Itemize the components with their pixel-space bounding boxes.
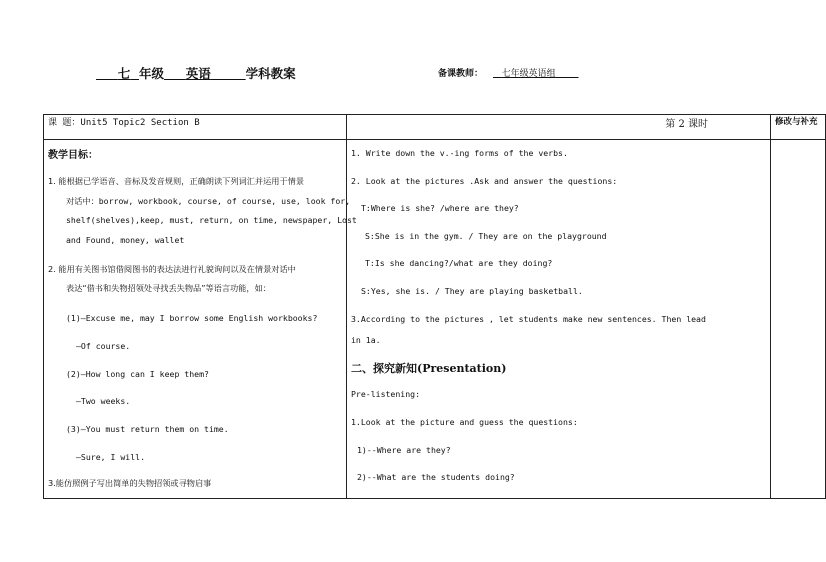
- goal-line: 对话中：borrow, workbook, course, of course, use, look for,: [66, 196, 351, 206]
- procedure-line: T:Is she dancing?/what are they doing?: [365, 258, 553, 268]
- procedure-line: T:Where is she? /where are they?: [361, 203, 519, 213]
- title-subject: 英语: [185, 66, 211, 81]
- procedure-line: S:She is in the gym. / They are on the playground: [365, 231, 607, 241]
- revise-cell: [771, 140, 826, 499]
- goal-line: —Sure, I will.: [76, 452, 146, 462]
- procedure-line: in 1a.: [351, 335, 381, 345]
- table-body-row: [44, 140, 826, 499]
- procedure-line: 1. Write down the v.-ing forms of the verbs.: [351, 148, 568, 158]
- procedure-cell: [347, 140, 771, 499]
- document-title: [96, 64, 296, 82]
- procedure-line: S:Yes, she is. / They are playing basketball.: [361, 286, 583, 296]
- goals-cell: [44, 140, 357, 499]
- goal-line: 2. 能用有关图书馆借阅图书的表达法进行礼貌询问以及在情景对话中: [48, 264, 296, 274]
- goal-line: (1)—Excuse me, may I borrow some English workbooks?: [66, 313, 318, 323]
- revise-column-header: 修改与补充: [771, 115, 826, 140]
- procedure-line: Pre-listening:: [351, 389, 421, 399]
- goal-line: and Found, money, wallet: [66, 235, 185, 245]
- lesson-plan-table: [43, 114, 826, 499]
- title-grade: 七: [117, 66, 131, 81]
- teacher-label: 备课教师：: [438, 69, 484, 79]
- goal-line: (3)—You must return them on time.: [66, 424, 229, 434]
- goal-line: (2)—How long can I keep them?: [66, 369, 209, 379]
- lesson-topic: 课 题：Unit5 Topic2 Section B: [44, 115, 347, 140]
- section-heading: 二、探究新知(Presentation): [351, 362, 507, 375]
- goal-line: 1. 能根据已学语音、音标及发音规则，正确朗读下列词汇并运用于情景: [48, 176, 305, 186]
- procedure-line: 3.According to the pictures , let students make new sentences. Then lead: [351, 314, 706, 324]
- procedure-line: 2)--What are the students doing?: [357, 472, 515, 482]
- teacher-value: 七年级英语组: [501, 69, 556, 79]
- goal-line: shelf(shelves),keep, must, return, on time, newspaper, Lost: [66, 215, 357, 225]
- teacher-info: [438, 66, 579, 79]
- procedure-line: 2. Look at the pictures .Ask and answer the questions:: [351, 176, 618, 186]
- procedure-line: 1)--Where are they?: [357, 445, 451, 455]
- goal-line: —Two weeks.: [76, 396, 131, 406]
- procedure-line: 1.Look at the picture and guess the questions:: [351, 417, 578, 427]
- goal-line: 3.能仿照例子写出简单的失物招领或寻物启事: [48, 478, 212, 488]
- lesson-period: 第 2 课时: [347, 115, 771, 140]
- table-header-row: [44, 115, 826, 140]
- title-grade-word: 年级: [139, 66, 165, 81]
- goal-line: 表达“借书和失物招领处寻找丢失物品”等语言功能，如：: [66, 283, 271, 293]
- goals-heading: 教学目标：: [48, 150, 98, 161]
- goal-line: —Of course.: [76, 341, 131, 351]
- title-suffix: 学科教案: [245, 66, 296, 81]
